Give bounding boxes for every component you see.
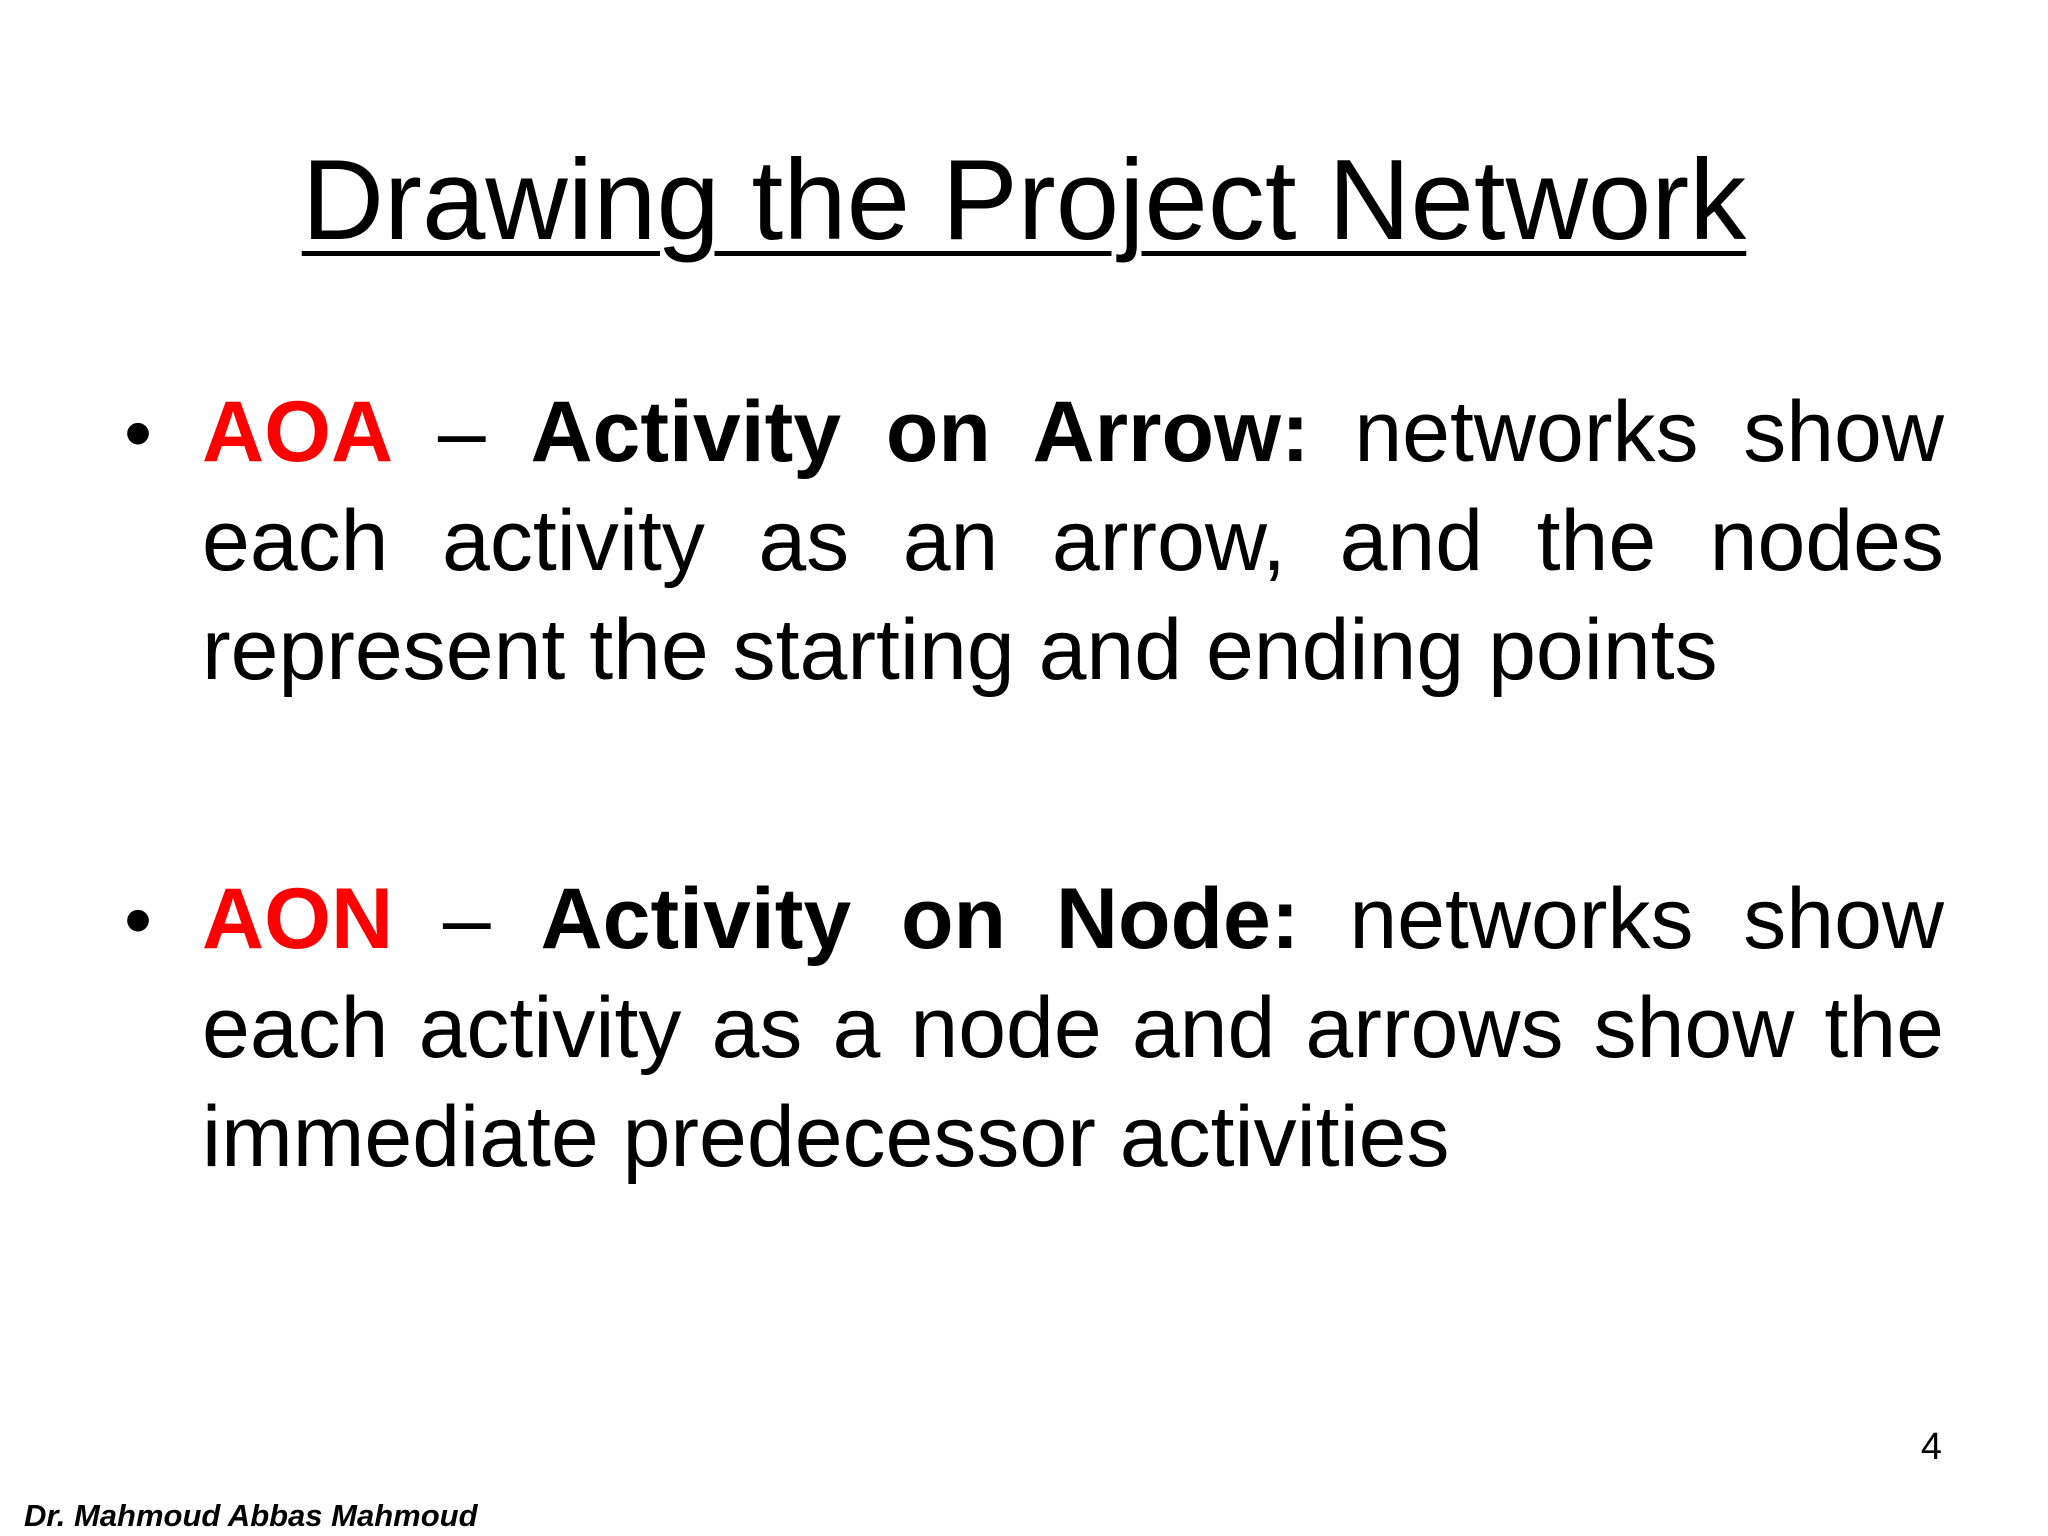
page-number: 4 [1920, 1426, 1942, 1468]
acronym-aoa: AOA [202, 384, 394, 480]
bullet-text [202, 865, 1944, 1192]
author-footer: Dr. Mahmoud Abbas Mahmoud [24, 1498, 478, 1533]
dash: – [393, 871, 541, 967]
term-activity-on-node: Activity on Node: [540, 871, 1300, 967]
description-aon: networks show each activity as a node and arrows show the immediate predecessor activities [202, 871, 1945, 1185]
slide-title [0, 136, 2048, 266]
slide-title-text: Drawing the Project Network [301, 137, 1747, 264]
term-activity-on-arrow: Activity on Arrow: [530, 384, 1310, 480]
bullet-icon: • [124, 388, 153, 477]
acronym-aon: AON [202, 871, 394, 967]
bullet-text [202, 378, 1944, 705]
description-aoa: networks show each activity as an arrow, and the nodes represent the starting and ending points [202, 384, 1944, 698]
dash: – [393, 384, 531, 480]
bullet-icon: • [124, 875, 153, 964]
